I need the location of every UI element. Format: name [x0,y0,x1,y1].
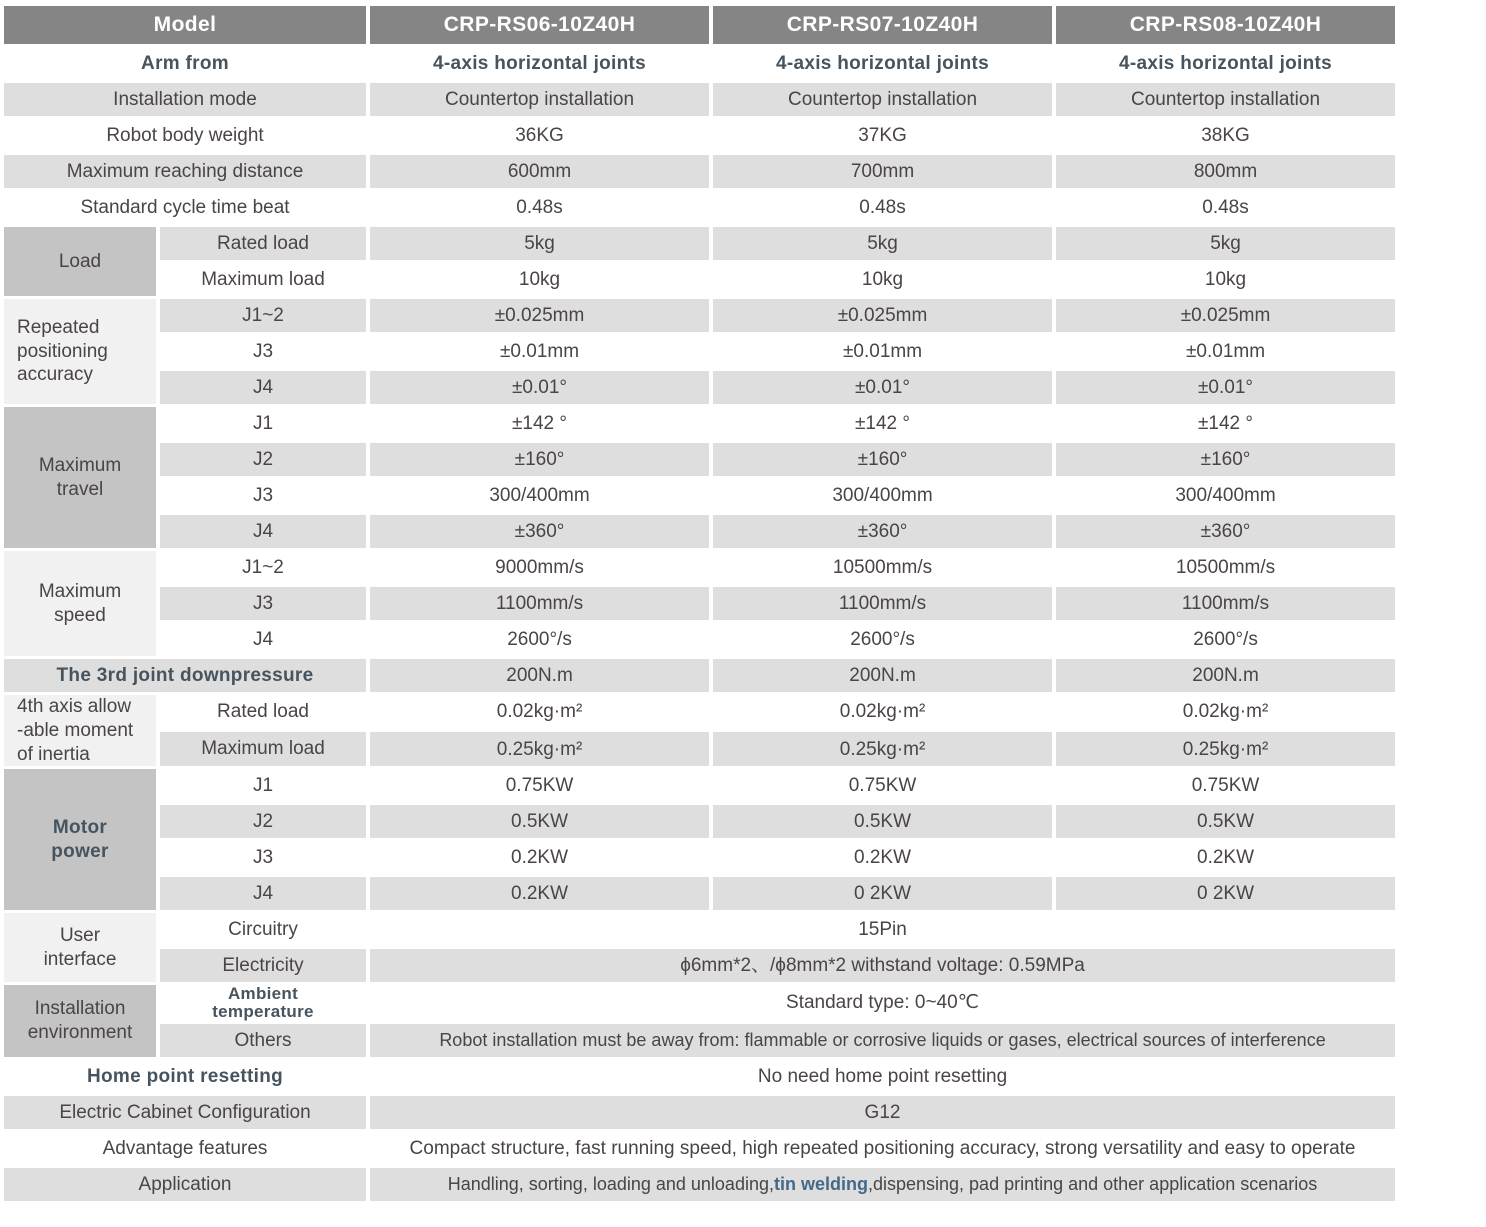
header-model-name: CRP-RS08-10Z40H [1056,6,1395,44]
segment-text: Handling, sorting, loading and unloading, [447,1174,774,1195]
header-model-name: CRP-RS07-10Z40H [713,6,1052,44]
sub-label: J3 [252,484,274,506]
group-label: Maximum travel [4,407,156,548]
sub-label: J2 [160,443,366,476]
table-row [4,1024,1395,1057]
sub-label: J4 [160,877,366,910]
value-cell: 0.2KW [511,847,569,869]
value-cell: 0 2KW [713,877,1052,910]
table-row [4,1096,1395,1129]
value-cell: ±142 ° [1198,412,1254,434]
value-cell: 4-axis horizontal joints [1118,52,1333,74]
value-cell: ±160° [370,443,709,476]
value-cell: 800mm [1056,155,1395,188]
value-cell: 0.75KW [1191,775,1260,797]
group-label: Installation environment [4,985,156,1057]
table-row [4,335,1395,368]
table-row [4,841,1395,874]
value-cell: 0.48s [516,196,563,218]
merged-value-cell: Robot installation must be away from: flammable or corrosive liquids or gases, electrical sources of interference [370,1024,1395,1057]
sub-label: J3 [252,846,274,868]
value-cell: 0.02kg·m² [1182,701,1269,723]
spec-table [0,3,1399,1204]
sub-label: J4 [160,515,366,548]
sub-label: Maximum load [201,268,325,290]
table-row [4,769,1395,802]
value-cell: ±0.01° [370,371,709,404]
value-cell: Countertop installation [713,83,1052,116]
value-cell: 0.02kg·m² [839,701,926,723]
row-label: Installation mode [4,83,366,116]
value-cell: ±160° [1056,443,1395,476]
value-cell: 0.2KW [1197,847,1255,869]
value-cell: 36KG [515,124,564,146]
value-cell: 37KG [858,124,907,146]
sub-label: Rated load [160,227,366,260]
header-row [4,6,1395,44]
sub-label: J1~2 [242,556,284,578]
value-cell: Countertop installation [1056,83,1395,116]
row-label: Standard cycle time beat [80,196,290,218]
table-row [4,191,1395,224]
group-label: Maximum speed [4,551,156,656]
sub-label: Electricity [160,949,366,982]
table-row [4,551,1395,584]
value-cell: ±360° [1056,515,1395,548]
value-cell: 600mm [370,155,709,188]
value-cell: ±160° [713,443,1052,476]
value-cell: 10kg [1204,268,1247,290]
value-cell: 300/400mm [1175,484,1276,506]
value-cell: 0.75KW [848,775,917,797]
value-cell: ±360° [370,515,709,548]
value-cell: 0.48s [1202,196,1249,218]
value-cell: 0.25kg·m² [713,732,1052,766]
table-row [4,913,1395,946]
table-row [4,877,1395,910]
value-cell: 300/400mm [489,484,590,506]
value-cell: 200N.m [713,659,1052,692]
value-cell: Countertop installation [370,83,709,116]
sub-label: J4 [160,371,366,404]
table-row [4,659,1395,692]
value-cell: 1100mm/s [370,587,709,620]
merged-value-cell: No need home point resetting [757,1065,1008,1087]
value-cell: ±0.01° [713,371,1052,404]
value-cell: ±142 ° [855,412,911,434]
value-cell: 2600°/s [850,628,915,650]
value-cell: 200N.m [370,659,709,692]
value-cell: ±0.01mm [499,340,580,362]
value-cell: 10kg [861,268,904,290]
table-row [4,263,1395,296]
group-label: 4th axis allow -able moment of inertia [4,695,156,766]
value-cell: 0.25kg·m² [1056,732,1395,766]
value-cell: 2600°/s [507,628,572,650]
table-row [4,985,1395,1021]
value-cell: 0.48s [859,196,906,218]
merged-value-cell: ϕ6mm*2、/ϕ8mm*2 withstand voltage: 0.59MPa [370,949,1395,982]
value-cell: 4-axis horizontal joints [432,52,647,74]
highlighted-text: tin welding [773,1174,868,1195]
table-row [4,479,1395,512]
value-cell: 0.2KW [370,877,709,910]
table-row [4,515,1395,548]
row-label: The 3rd joint downpressure [4,659,366,692]
group-label: Load [4,227,156,296]
table-row [4,732,1395,766]
value-cell: ±0.025mm [713,299,1052,332]
merged-value-cell: Standard type: 0~40℃ [786,992,980,1014]
group-label: Motor power [4,769,156,910]
value-cell: 0.2KW [854,847,912,869]
table-row [4,155,1395,188]
value-cell: 700mm [713,155,1052,188]
table-row [4,587,1395,620]
table-row [4,1132,1395,1165]
value-cell: ±0.025mm [370,299,709,332]
table-row [4,371,1395,404]
value-cell: 5kg [1056,227,1395,260]
value-cell: 0.02kg·m² [496,701,583,723]
row-label: Arm from [141,52,229,74]
value-cell: 1100mm/s [713,587,1052,620]
table-row [4,805,1395,838]
sub-label: J1 [252,412,274,434]
value-cell: ±0.025mm [1056,299,1395,332]
row-label: Application [4,1168,366,1201]
row-label: Advantage features [102,1137,268,1159]
sub-label: J1~2 [160,299,366,332]
header-model-name: CRP-RS06-10Z40H [370,6,709,44]
table-row [4,407,1395,440]
value-cell: 0.5KW [713,805,1052,838]
merged-value-cell [370,1168,1395,1201]
row-label: Robot body weight [106,124,264,146]
value-cell: 0.75KW [505,775,574,797]
value-cell: 0 2KW [1056,877,1395,910]
value-cell: 0.25kg·m² [370,732,709,766]
value-cell: 4-axis horizontal joints [775,52,990,74]
value-cell: 5kg [370,227,709,260]
sub-label: Ambient temperature [212,985,314,1021]
value-cell: ±360° [713,515,1052,548]
value-cell: 10500mm/s [1175,556,1276,578]
value-cell: 38KG [1201,124,1250,146]
merged-value-cell: Compact structure, fast running speed, high repeated positioning accuracy, strong versatility and easy to operate [409,1137,1356,1159]
merged-value-cell: 15Pin [858,919,907,941]
spec-table-header [4,6,1395,44]
table-row [4,1060,1395,1093]
value-cell: 0.5KW [370,805,709,838]
spec-table-body [4,47,1395,1201]
value-cell: 300/400mm [832,484,933,506]
value-cell: 200N.m [1056,659,1395,692]
value-cell: 10500mm/s [832,556,933,578]
sub-label: J3 [252,340,274,362]
table-row [4,119,1395,152]
sub-label: J1 [252,774,274,796]
sub-label: J2 [160,805,366,838]
merged-value-cell: G12 [370,1096,1395,1129]
value-cell: 5kg [713,227,1052,260]
table-row [4,299,1395,332]
sub-label: J3 [160,587,366,620]
table-row [4,47,1395,80]
value-cell: 9000mm/s [495,556,584,578]
table-row [4,83,1395,116]
value-cell: ±0.01mm [1185,340,1266,362]
sub-label: J4 [252,628,274,650]
table-row [4,443,1395,476]
sub-label: Rated load [217,701,309,723]
value-cell: 1100mm/s [1056,587,1395,620]
group-label: User interface [4,913,156,982]
row-label: Maximum reaching distance [4,155,366,188]
table-row [4,949,1395,982]
sub-label: Maximum load [160,732,366,766]
sub-label: Circuitry [228,918,298,940]
table-row [4,695,1395,729]
group-label: Repeated positioning accuracy [4,299,156,404]
row-label: Electric Cabinet Configuration [4,1096,366,1129]
table-row [4,227,1395,260]
value-cell: ±142 ° [512,412,568,434]
value-cell: 10kg [518,268,561,290]
table-row [4,1168,1395,1201]
page [0,3,1486,1227]
segment-text: ,dispensing, pad printing and other application scenarios [867,1174,1318,1195]
value-cell: ±0.01mm [842,340,923,362]
row-label: Home point resetting [87,1065,284,1087]
value-cell: ±0.01° [1056,371,1395,404]
value-cell: 0.5KW [1056,805,1395,838]
header-model-label: Model [4,6,366,44]
sub-label: Others [160,1024,366,1057]
value-cell: 2600°/s [1193,628,1258,650]
table-row [4,623,1395,656]
